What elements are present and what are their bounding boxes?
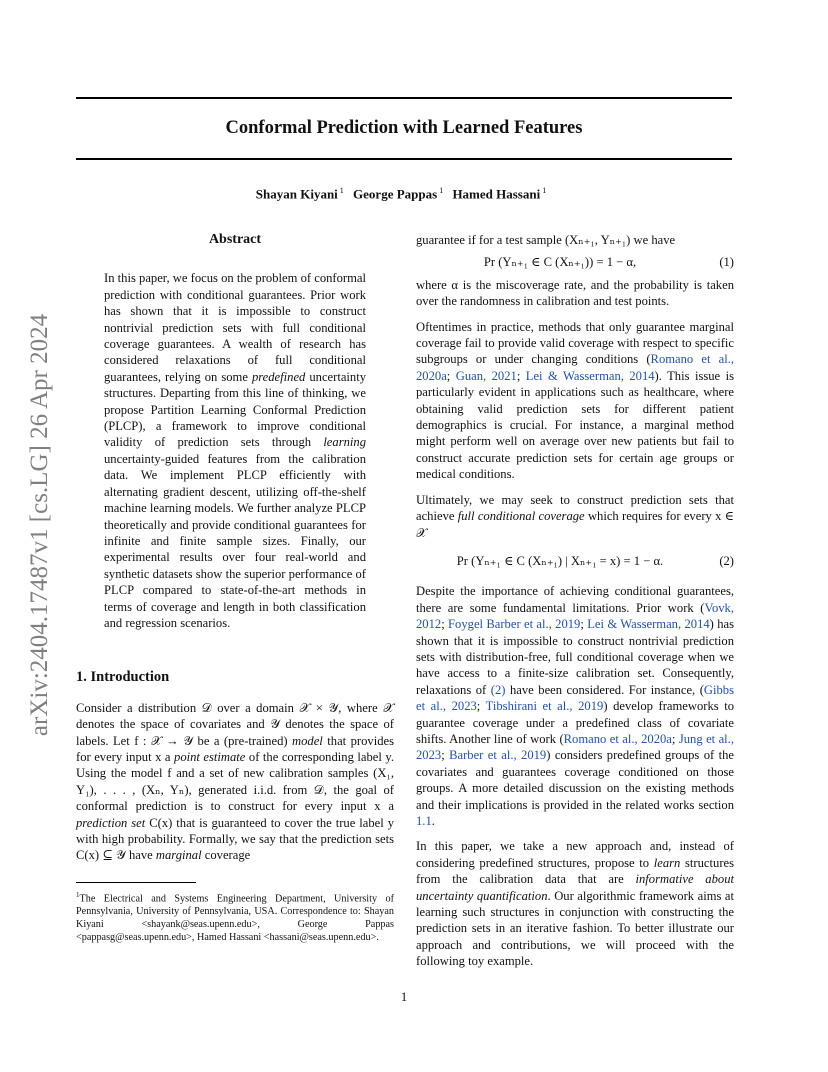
body-text: Ultimately, we may seek to construct prediction sets that achieve bbox=[416, 492, 734, 524]
abstract-emphasis: predefined bbox=[251, 369, 306, 384]
citation-separator: ; bbox=[441, 748, 450, 763]
title-top-rule bbox=[76, 97, 732, 99]
emphasis-text: full conditional coverage bbox=[457, 509, 585, 524]
abstract-heading: Abstract bbox=[208, 232, 262, 247]
emphasis-text: learn bbox=[653, 855, 681, 870]
author-affiliation-mark: 1 bbox=[339, 186, 344, 195]
body-text: of the corresponding label y. Using the model f and a set of new calibration samples (X₁, Y₁), . . . , (Xₙ, Yₙ), generated i.i.d. from 𝒟, the goal of conformal prediction is to construct for every input x a bbox=[76, 749, 394, 814]
citation-link[interactable]: Romano et al., 2020a bbox=[416, 352, 735, 383]
equation-2 bbox=[416, 553, 734, 569]
body-text: coverage bbox=[201, 848, 251, 863]
body-text: Despite the importance of achieving conditional guarantees, there are some fundamental limitations. Prior work ( bbox=[416, 584, 734, 615]
body-text: In this paper, we take a new approach and, instead of considering predefined structures, propose to bbox=[416, 839, 734, 870]
left-column bbox=[76, 232, 394, 944]
body-text: have been considered. For instance, ( bbox=[505, 682, 704, 697]
body-text: structures from the calibration data that are bbox=[416, 855, 734, 887]
citation-separator: ; bbox=[476, 699, 486, 714]
abstract-text: uncertainty structures. Departing from this line of thinking, we propose Partition Learning Conformal Prediction (PLCP), a framework to improve conditional validity of prediction sets through bbox=[104, 369, 366, 450]
body-text: ) develop frameworks to guarantee coverage under a predefined class of covariate shifts. Another line of work ( bbox=[416, 699, 734, 746]
author-name: Hamed Hassani bbox=[452, 186, 541, 202]
page-number: 1 bbox=[400, 990, 408, 1004]
section-heading-introduction: 1. Introduction bbox=[76, 669, 170, 686]
emphasis-text: point estimate bbox=[174, 749, 246, 764]
emphasis-text: marginal bbox=[155, 848, 202, 863]
citation-link[interactable]: Vovk, 2012 bbox=[416, 600, 734, 632]
body-paragraph bbox=[416, 492, 734, 541]
equation-body: Pr (Yₙ₊₁ ∈ C (Xₙ₊₁)) = 1 − α, bbox=[483, 255, 637, 270]
abstract-emphasis: learning bbox=[323, 435, 366, 450]
abstract-text: uncertainty-guided features from the calibration data. We implement PLCP efficiently with alternating gradient descent, utilizing off-the-shelf machine learning models. We further analyze PLCP theoretically and provide conditional guarantees for infinite and finite sample sizes. Finally, our experimental results over four real-world and synthetic datasets show the superior performance of PLCP compared to state-of-the-art methods in terms of coverage and length in both classification and regression scenarios. bbox=[104, 451, 366, 630]
body-text: which requires for every x ∈ 𝒳 bbox=[416, 509, 735, 540]
citation-separator: ; bbox=[516, 368, 526, 383]
body-text: . Our algorithmic framework aims at learning such structures in conjunction with constructing the prediction sets in an iterative fashion. To better illustrate our approach and contributions, we will proceed with the following toy example. bbox=[416, 888, 734, 969]
citation-link[interactable]: Guan, 2021 bbox=[455, 368, 517, 383]
equation-body: Pr (Yₙ₊₁ ∈ C (Xₙ₊₁) | Xₙ₊₁ = x) = 1 − α. bbox=[456, 553, 664, 568]
affiliation-footnote bbox=[76, 889, 394, 944]
body-paragraph bbox=[416, 838, 734, 969]
citation-separator: ; bbox=[446, 368, 456, 383]
author-affiliation-mark: 1 bbox=[439, 186, 444, 195]
body-text: Consider a distribution 𝒟 over a domain 𝒳 × 𝒴, where 𝒳 denotes the space of covariates and 𝒴 denotes the space of labels. Let f : 𝒳 → 𝒴 be a (pre-trained) bbox=[76, 700, 394, 748]
citation-link[interactable]: Tibshirani et al., 2019 bbox=[485, 699, 604, 714]
citation-link[interactable]: Lei & Wasserman, 2014 bbox=[587, 617, 710, 632]
equation-number: (1) bbox=[719, 255, 734, 270]
paper-title: Conformal Prediction with Learned Features bbox=[225, 118, 583, 138]
author-affiliation-mark: 1 bbox=[542, 186, 547, 195]
citation-separator: ; bbox=[671, 731, 679, 746]
body-text: Oftentimes in practice, methods that only guarantee marginal coverage fail to provide valid coverage with respect to specific subgroups or under changing conditions ( bbox=[416, 319, 734, 367]
body-text: ). This issue is particularly evident in applications such as healthcare, where obtaining valid prediction sets for different patient demographics is crucial. For instance, a marginal method might perform well on average over new patients but fail to construct accurate prediction sets for certain age groups or medical conditions. bbox=[416, 368, 734, 482]
citation-link[interactable]: Barber et al., 2019 bbox=[449, 748, 547, 763]
author-name: Shayan Kiyani bbox=[255, 186, 338, 202]
emphasis-text: prediction set bbox=[76, 815, 146, 830]
abstract-text: In this paper, we focus on the problem of conformal prediction with conditional guarantees. Prior work has shown that it is impossible to construct nontrivial prediction sets with full conditional coverage guarantees. A wealth of research has considered relaxations of full conditional guarantees, relying on some bbox=[104, 271, 366, 384]
body-paragraph bbox=[416, 319, 734, 483]
author-name: George Pappas bbox=[353, 186, 438, 202]
body-text: C(x) that is guaranteed to cover the true label y with high probability. Formally, we say that the prediction sets C(x) ⊆ 𝒴 have bbox=[76, 815, 395, 863]
body-text: ) has shown that it is impossible to construct nontrivial prediction sets with distribution-free, full conditional coverage when we have access to a finite-size calibration set. Consequently, relaxations of bbox=[416, 617, 734, 697]
body-text: . bbox=[431, 814, 435, 828]
body-paragraph: where α is the miscoverage rate, and the probability is taken over the randomness in calibration and test points. bbox=[416, 277, 734, 309]
footnote-mark: 1 bbox=[76, 890, 80, 899]
body-paragraph bbox=[416, 583, 734, 829]
footnote-text: The Electrical and Systems Engineering Department, University of Pennsylvania, University of Pennsylvania, USA. Correspondence to: Shayan Kiyani <shayank@seas.upenn.edu>, George Pappas <pappasg@seas.upenn.edu>, Hamed Hassani <hassani@seas.upenn.edu>. bbox=[76, 893, 394, 944]
equation-reference-link[interactable]: (2) bbox=[490, 682, 506, 697]
body-text: that provides for every input x a bbox=[76, 733, 394, 764]
arxiv-identifier-stamp bbox=[20, 290, 60, 760]
abstract-body bbox=[104, 270, 366, 631]
intro-paragraph bbox=[76, 700, 394, 864]
emphasis-text: informative about uncertainty quantification bbox=[416, 872, 734, 903]
citation-separator: ; bbox=[580, 617, 588, 632]
title-bottom-rule bbox=[76, 158, 732, 160]
citation-link[interactable]: Jung et al., 2023 bbox=[416, 731, 734, 763]
continued-paragraph: guarantee if for a test sample (Xₙ₊₁, Yₙ₊₁) we have bbox=[416, 233, 676, 247]
section-reference-link[interactable]: 1.1 bbox=[416, 814, 432, 828]
equation-number: (2) bbox=[719, 553, 734, 568]
citation-link[interactable]: Lei & Wasserman, 2014 bbox=[525, 368, 655, 383]
footnote-separator bbox=[76, 882, 196, 883]
author-list bbox=[76, 186, 732, 202]
equation-1 bbox=[416, 254, 734, 270]
right-column bbox=[416, 232, 734, 970]
citation-link[interactable]: Foygel Barber et al., 2019 bbox=[448, 617, 581, 632]
citation-link[interactable]: Gibbs et al., 2023 bbox=[416, 682, 734, 714]
body-text: ) considers predefined groups of the covariates and guarantees coverage conditioned on those groups. A more detailed discussion on the existing methods and their implications is provided in the related works section bbox=[416, 748, 734, 812]
arxiv-identifier-text: arXiv:2404.17487v1 [cs.LG] 26 Apr 2024 bbox=[26, 313, 53, 737]
citation-separator: ; bbox=[441, 617, 449, 632]
citation-link[interactable]: Romano et al., 2020a bbox=[563, 731, 672, 746]
emphasis-text: model bbox=[292, 733, 323, 748]
